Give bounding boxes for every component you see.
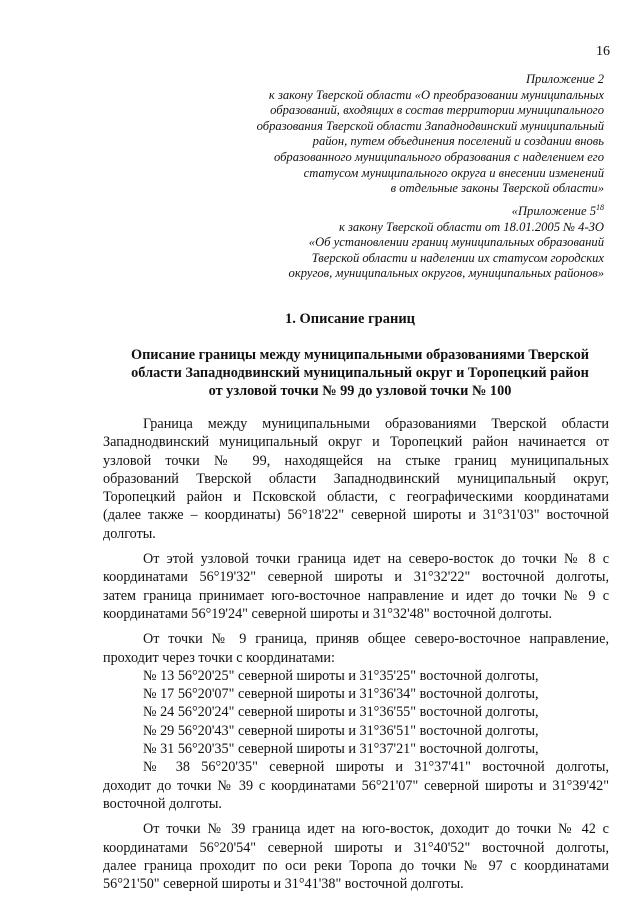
coordinate-point-line: № 31 56°20'35" северной широты и 31°37'21" восточной долготы, (143, 741, 539, 758)
paragraph-line: узловой точки № 99, находящейся на стыке границ муниципальных (103, 452, 609, 469)
paragraph-line: проходит через точки с координатами: (103, 649, 335, 666)
annex-line: к закону Тверской области «О преобразовании муниципальных (268, 87, 604, 102)
paragraph-line: Граница между муниципальными образованиями Тверской области (143, 416, 609, 432)
page-number: 16 (596, 44, 610, 59)
paragraph-line: координатами 56°19'32" северной широты и 31°32'22" восточной долготы, (103, 569, 609, 586)
section-title: 1. Описание границ (284, 311, 416, 327)
annex-line: к закону Тверской области от 18.01.2005 № 4-ЗО (338, 219, 604, 234)
paragraph-line: образований Тверской области Западнодвинский муниципальный округ, (103, 470, 609, 487)
annex-header-2 (184, 204, 604, 282)
annex-line: статусом муниципального округа и внесении изменений (303, 165, 604, 180)
paragraph-line: (далее также – координаты) 56°18'22" северной широты и 31°31'03" восточной (103, 507, 609, 524)
paragraph-line: 56°21'50" северной широты и 31°41'38" восточной долготы. (103, 876, 464, 893)
annex-title-superscript: 18 (596, 202, 604, 212)
coordinate-point-line: № 17 56°20'07" северной широты и 31°36'34" восточной долготы, (143, 686, 539, 703)
subtitle-line: области Западнодвинский муниципальный округ и Торопецкий район (131, 365, 589, 382)
paragraph-line: От этой узловой точки граница идет на северо-восток до точки № 8 с (143, 551, 609, 568)
paragraph-line: От точки № 39 граница идет на юго-восток, доходит до точки № 42 с (143, 821, 609, 838)
annex-line: «Об установлении границ муниципальных образований (308, 235, 604, 250)
subtitle-line: от узловой точки № 99 до узловой точки № 100 (208, 383, 512, 400)
paragraph-line: восточной долготы. (103, 795, 222, 812)
coordinate-point-line: № 38 56°20'35" северной широты и 31°37'41" восточной долготы, (143, 759, 609, 776)
coordinate-point-line: № 29 56°20'43" северной широты и 31°36'51" восточной долготы, (143, 722, 539, 739)
paragraph-line: доходит до точки № 39 с координатами 56°21'07" северной широты и 31°39'42" (103, 777, 609, 794)
paragraph-line: координатами 56°19'24" северной широты и 31°32'48" восточной долготы. (103, 605, 553, 622)
annex-line: образования Тверской области Западнодвинский муниципальный (256, 118, 604, 133)
paragraph-line: Западнодвинский муниципальный округ и Торопецкий район начинается от (103, 434, 609, 451)
body-text (103, 415, 609, 893)
subtitle-line: Описание границы между муниципальными образованиями Тверской (130, 347, 590, 363)
annex-line: округов, муниципальных округов, муниципальных районов» (288, 266, 604, 281)
annex-line: Приложение 2 (525, 72, 604, 86)
paragraph-line: затем граница принимает юго-восточное направление и идет до точки № 9 с (103, 587, 609, 604)
paragraph-line: От точки № 9 граница, приняв общее северо-восточное направление, (143, 631, 609, 648)
coordinate-point-line: № 13 56°20'25" северной широты и 31°35'25" восточной долготы, (143, 667, 539, 684)
annex-line: район, путем объединения поселений и создании вновь (312, 134, 604, 149)
paragraph-line: координатами 56°20'54" северной широты и 31°40'52" восточной долготы, (103, 839, 609, 856)
annex-line: в отдельные законы Тверской области» (390, 181, 604, 196)
annex-line: образованного муниципального образования с наделением его (273, 149, 604, 164)
annex-title (184, 204, 604, 220)
annex-line: образований, входящих в состав территории муниципального (270, 103, 604, 118)
coordinate-point-line: № 24 56°20'24" северной широты и 31°36'55" восточной долготы, (143, 704, 539, 721)
paragraph-line: долготы. (103, 525, 156, 542)
annex-line: Тверской области и наделении их статусом городских (311, 250, 604, 265)
paragraph-line: Торопецкий район и Псковской области, с географическими координатами (103, 489, 609, 506)
paragraph-line: далее граница проходит по оси реки Торопа до точки № 97 с координатами (103, 857, 609, 874)
annex-title-text: «Приложение 5 (511, 204, 596, 218)
annex-header-1 (184, 72, 604, 197)
boundary-subtitle (100, 346, 620, 401)
